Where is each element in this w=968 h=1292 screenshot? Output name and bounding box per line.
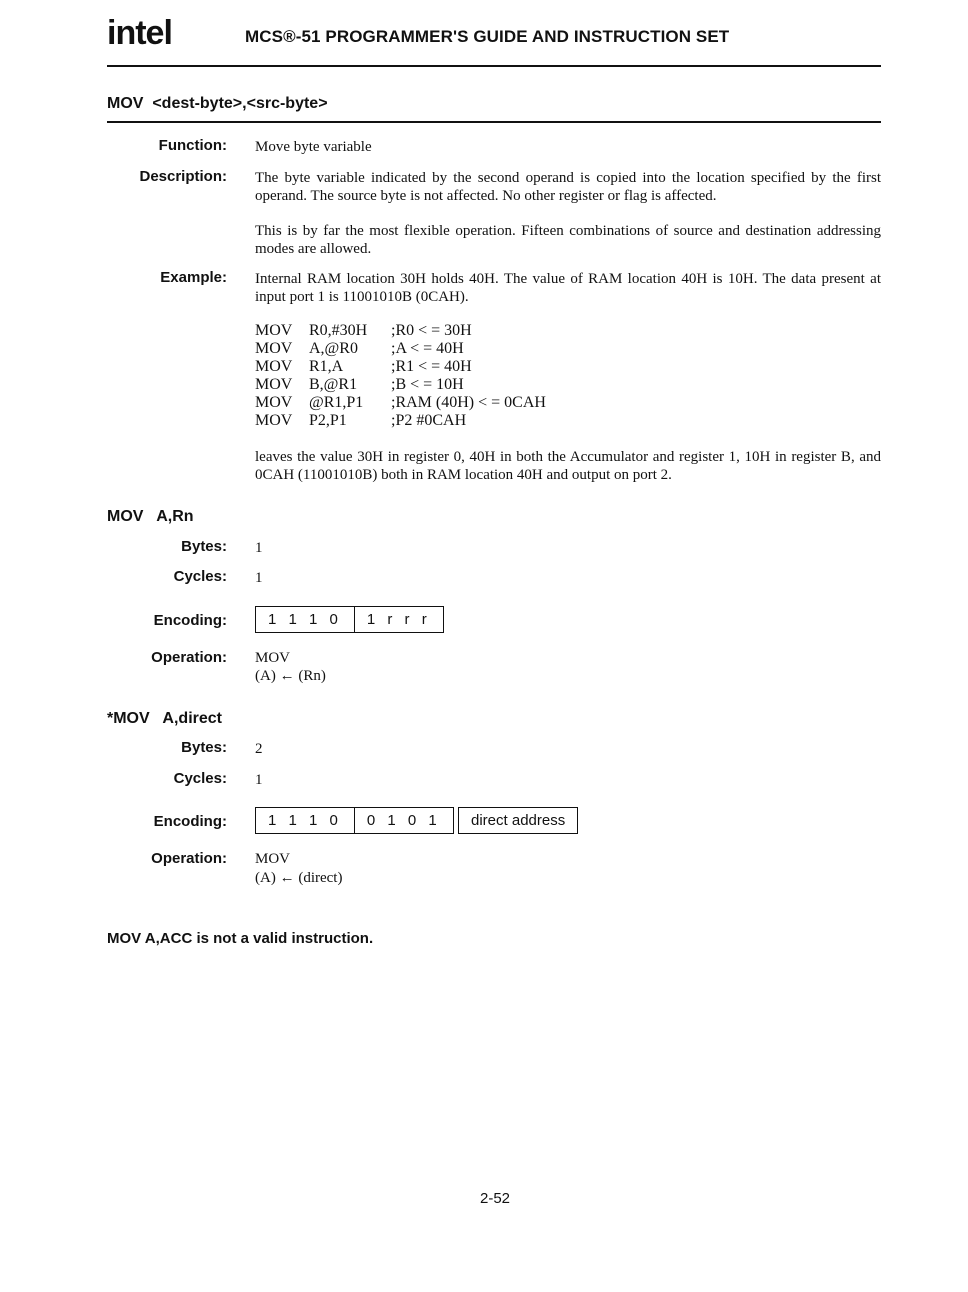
section-heading-mov-a-rn: MOV A,Rn — [107, 508, 194, 525]
bytes-label: Bytes: — [181, 739, 227, 756]
encoding-box — [255, 807, 454, 834]
cycles-value: 1 — [255, 570, 263, 586]
section-heading-mov-a-direct: *MOV A,direct — [107, 710, 222, 727]
operation-label: Operation: — [151, 649, 227, 666]
header-rule — [107, 65, 881, 67]
example-paragraph-1: Internal RAM location 30H holds 40H. The value of RAM location 40H is 10H. The data present at input port 1 is 11001010B (0CAH). — [255, 271, 881, 305]
section-rule — [107, 121, 881, 123]
function-text: Move byte variable — [255, 139, 372, 155]
encoding-low-nibble: 1 r r r — [354, 607, 443, 632]
example-paragraph-2: leaves the value 30H in register 0, 40H in both the Accumulator and register 1, 10H in register B, and 0CAH (11001010B) both in RAM location 40H and output on port 2. — [255, 449, 881, 483]
code-line: MOV R0,#30H ;R0 < = 30H — [255, 322, 472, 339]
page-number: 2-52 — [479, 1190, 511, 1207]
operation-line-2: (A) ← (Rn) — [255, 668, 326, 684]
operation-line-1: MOV — [255, 851, 291, 867]
opcode-byte — [255, 807, 454, 834]
opcode-byte — [255, 606, 444, 633]
code-line: MOV B,@R1 ;B < = 10H — [255, 376, 464, 393]
encoding-low-nibble: 0 1 0 1 — [354, 808, 453, 833]
code-line: MOV @R1,P1 ;RAM (40H) < = 0CAH — [255, 394, 546, 411]
description-label: Description: — [139, 168, 227, 185]
section-heading-mov: MOV <dest-byte>,<src-byte> — [107, 95, 328, 112]
operation-line-2: (A) ← (direct) — [255, 870, 343, 886]
code-line: MOV A,@R0 ;A < = 40H — [255, 340, 464, 357]
bytes-value: 1 — [255, 540, 263, 556]
cycles-label: Cycles: — [173, 770, 227, 787]
cycles-value: 1 — [255, 772, 263, 788]
operation-line-1: MOV — [255, 650, 291, 666]
footnote: MOV A,ACC is not a valid instruction. — [107, 930, 374, 947]
encoding-label: Encoding: — [153, 612, 227, 629]
description-paragraph-2: This is by far the most flexible operation. Fifteen combinations of source and destination addressing modes are allowed. — [255, 223, 881, 257]
example-label: Example: — [160, 269, 227, 286]
cycles-label: Cycles: — [173, 568, 227, 585]
intel-logo: intel — [107, 14, 172, 52]
function-label: Function: — [158, 137, 227, 154]
encoding-box — [255, 606, 444, 633]
encoding-high-nibble: 1 1 1 0 — [268, 812, 342, 829]
direct-address-byte: direct address — [458, 807, 578, 834]
bytes-value: 2 — [255, 741, 263, 757]
encoding-high-nibble: 1 1 1 0 — [268, 611, 342, 628]
description-paragraph-1: The byte variable indicated by the second operand is copied into the location specified by the first operand. The source byte is not affected. No other register or flag is affected. — [255, 170, 881, 204]
header-title: MCS®-51 PROGRAMMER'S GUIDE AND INSTRUCTION SET — [245, 27, 730, 46]
operation-label: Operation: — [151, 850, 227, 867]
code-block — [255, 322, 546, 430]
bytes-label: Bytes: — [181, 538, 227, 555]
code-line: MOV R1,A ;R1 < = 40H — [255, 358, 472, 375]
encoding-label: Encoding: — [153, 813, 227, 830]
code-line: MOV P2,P1 ;P2 #0CAH — [255, 412, 467, 429]
